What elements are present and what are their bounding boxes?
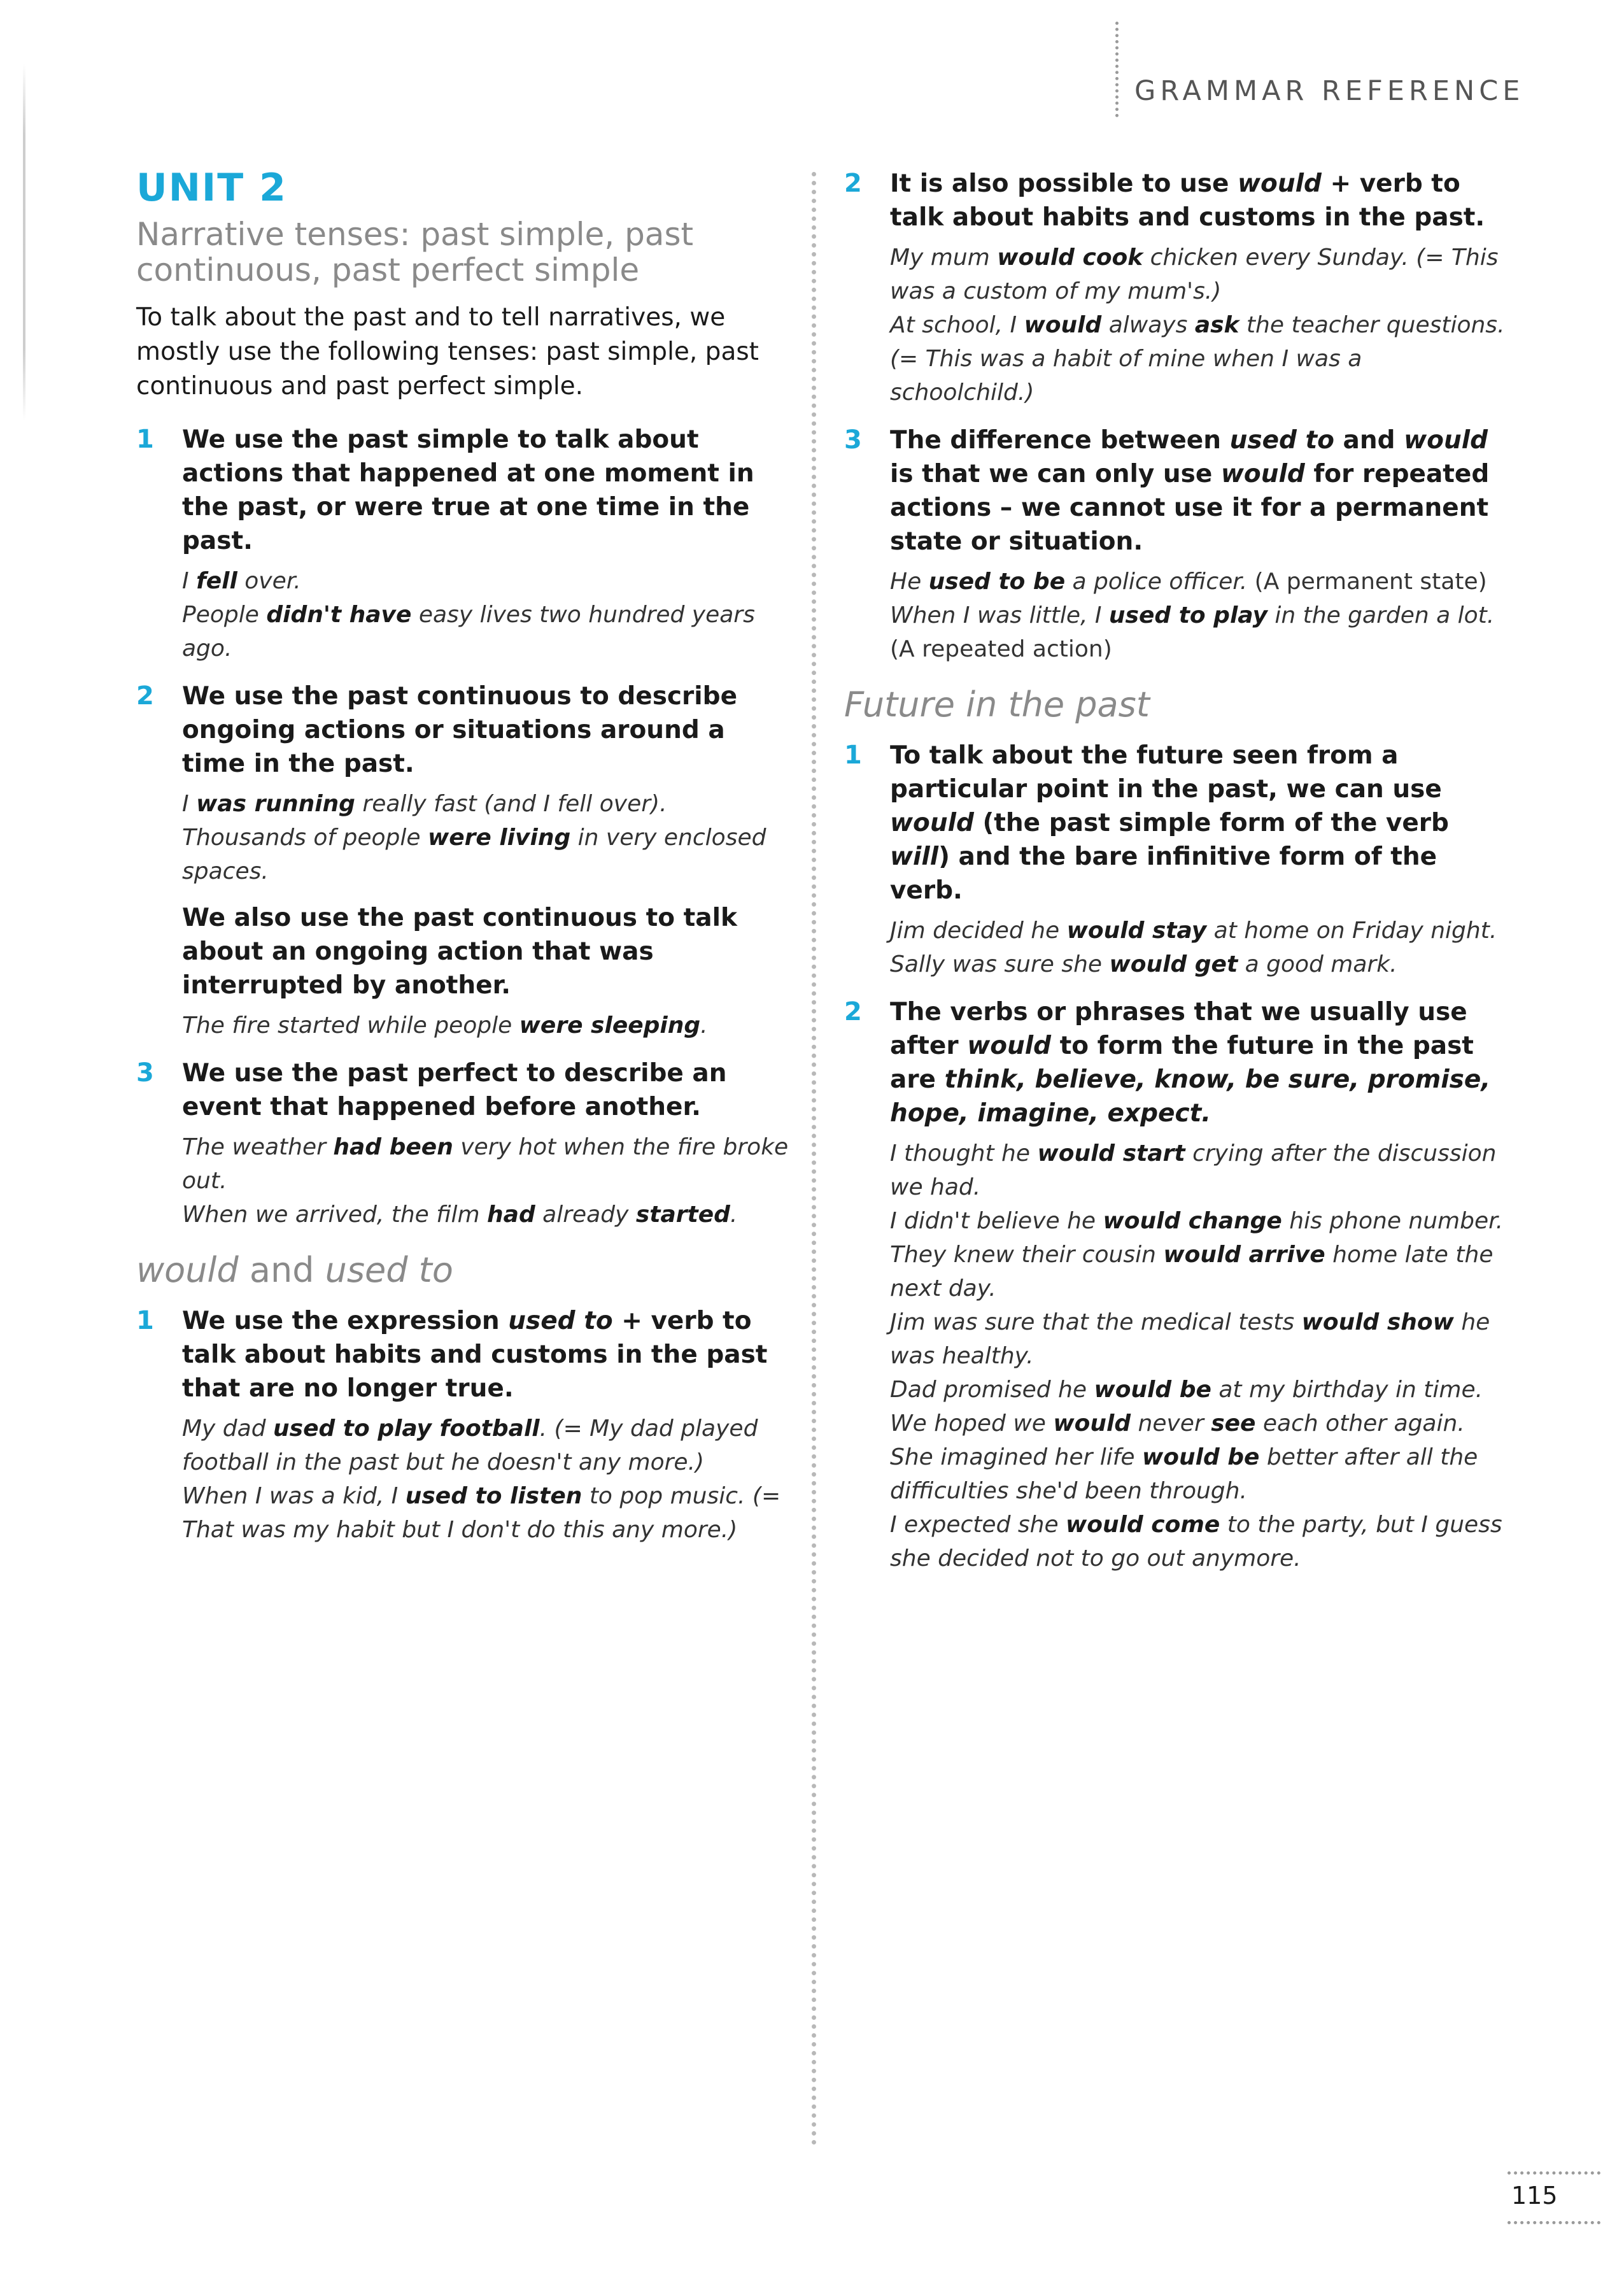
example-sentence xyxy=(182,598,792,665)
text-run: (A repeated action) xyxy=(890,636,1112,662)
text-run: I xyxy=(182,791,197,817)
bold-text: would stay xyxy=(1066,918,1207,944)
future-section-title xyxy=(844,685,1506,725)
bold-text: were sleeping xyxy=(519,1012,701,1039)
example-sentence xyxy=(182,1412,792,1479)
example-sentence xyxy=(890,599,1506,666)
text-run: crying after the discussion we had. xyxy=(890,1140,1497,1200)
bold-text: would arrive xyxy=(1163,1242,1325,1268)
text-run: (A permanent state) xyxy=(1254,569,1487,595)
text-run: at home on Friday night. xyxy=(1206,918,1497,944)
text-run: We hoped we xyxy=(890,1410,1054,1437)
left-column xyxy=(136,167,792,1561)
header-dotted-rule xyxy=(1115,22,1119,117)
text-run: in very enclosed spaces. xyxy=(182,825,766,884)
italic-text: used to xyxy=(325,1250,453,1290)
page-edge-shadow xyxy=(23,64,25,420)
example-sentence xyxy=(890,948,1506,981)
rule-text xyxy=(182,901,792,1002)
item-number: 1 xyxy=(136,425,154,454)
text-run: never xyxy=(1131,1410,1211,1437)
text-run: each other again. xyxy=(1255,1410,1465,1437)
example-sentence xyxy=(182,787,792,821)
text-run: When I was a kid, I xyxy=(182,1483,406,1509)
bold-text: didn't have xyxy=(266,602,412,628)
text-run: My mum xyxy=(890,245,998,271)
text-run: home late the next day. xyxy=(890,1242,1493,1302)
bold-text: would come xyxy=(1066,1512,1220,1538)
example-sentence xyxy=(890,1137,1506,1204)
example-sentence xyxy=(182,1198,792,1232)
bold-text: were living xyxy=(427,825,571,851)
bold-text: was running xyxy=(196,791,355,817)
text-run: to the party, but I guess she decided not to go out anymore. xyxy=(890,1512,1502,1572)
text-run: She imagined her life xyxy=(890,1444,1142,1470)
numbered-item xyxy=(844,739,1506,981)
example-sentence xyxy=(890,1204,1506,1238)
example-sentence xyxy=(890,914,1506,948)
text-run: and xyxy=(238,1250,325,1290)
example-sentence xyxy=(890,565,1506,599)
text-run: the teacher questions. (= This was a habit of mine when I was a schoolchild.) xyxy=(890,312,1505,406)
italic-text: think, believe, know, be sure, promise, hope, imagine, expect. xyxy=(890,1065,1491,1128)
example-sentence xyxy=(890,1238,1506,1305)
text-run: a good mark. xyxy=(1238,951,1397,977)
text-run: We use the past perfect to describe an event that happened before another. xyxy=(182,1059,727,1121)
bold-text: would change xyxy=(1103,1208,1282,1234)
item-number: 3 xyxy=(136,1058,154,1088)
rule-text xyxy=(890,995,1506,1130)
text-run: The verbs or phrases that we usually use after xyxy=(890,998,1467,1060)
bold-text: would be xyxy=(1141,1444,1260,1470)
item-number: 2 xyxy=(844,169,862,198)
text-run: . xyxy=(730,1202,738,1228)
bold-text: would cook xyxy=(997,245,1143,271)
numbered-item xyxy=(136,1304,792,1547)
text-run: I xyxy=(182,568,197,594)
text-run: When we arrived, the film xyxy=(182,1202,488,1228)
narrative-list xyxy=(136,423,792,1232)
text-run: better after all the difficulties she'd been through. xyxy=(890,1444,1478,1504)
future-list xyxy=(844,739,1506,1575)
would-section-title xyxy=(136,1251,792,1290)
text-run: The weather xyxy=(182,1134,334,1160)
italic-text: would xyxy=(1220,460,1305,488)
page-number-rule-top xyxy=(1507,2171,1600,2175)
example-sentence xyxy=(182,1009,792,1042)
text-run: Sally was sure she xyxy=(890,951,1110,977)
text-run: Thousands of people xyxy=(182,825,428,851)
example-sentence xyxy=(182,1479,792,1547)
rule-text xyxy=(182,423,792,558)
text-run: a police officer. xyxy=(1065,569,1255,595)
page-number: 115 xyxy=(1511,2182,1558,2210)
text-run: I didn't believe he xyxy=(890,1208,1103,1234)
italic-text: would xyxy=(967,1032,1052,1060)
italic-text: would xyxy=(136,1250,239,1290)
bold-text: had xyxy=(487,1202,535,1228)
text-run: he was healthy. xyxy=(890,1309,1490,1369)
text-run: in the garden a lot. xyxy=(1267,602,1495,628)
text-run: We use the past continuous to describe ongoing actions or situations around a time in the past. xyxy=(182,682,738,778)
text-run: They knew their cousin xyxy=(890,1242,1164,1268)
bold-text: would xyxy=(1024,312,1102,338)
text-run: + verb to talk about habits and customs in the past that are no longer true. xyxy=(182,1307,768,1403)
text-run: My dad xyxy=(182,1416,274,1442)
text-run: At school, I xyxy=(890,312,1024,338)
text-run: to pop music. (= That was my habit but I don't do this any more.) xyxy=(182,1483,781,1543)
text-run: Jim was sure that the medical tests xyxy=(890,1309,1302,1335)
italic-text: would xyxy=(1404,426,1488,455)
text-run: When I was little, I xyxy=(890,602,1109,628)
italic-text: used to xyxy=(1229,426,1334,455)
bold-text: would start xyxy=(1037,1140,1185,1167)
example-sentence xyxy=(182,821,792,888)
numbered-item xyxy=(136,423,792,665)
text-run: The fire started while people xyxy=(182,1012,519,1039)
example-sentence xyxy=(182,564,792,598)
text-run: to form the future in the past are xyxy=(890,1032,1474,1094)
text-run: at my birthday in time. xyxy=(1211,1377,1483,1403)
bold-text: had been xyxy=(333,1134,453,1160)
rule-text xyxy=(890,423,1506,558)
text-run: Jim decided he xyxy=(890,918,1067,944)
text-run: I thought he xyxy=(890,1140,1038,1167)
numbered-item xyxy=(844,423,1506,666)
example-sentence xyxy=(890,1440,1506,1508)
text-run: Dad promised he xyxy=(890,1377,1094,1403)
bold-text: used to be xyxy=(928,569,1066,595)
page-number-rule-bottom xyxy=(1507,2221,1600,2224)
text-run: and xyxy=(1334,426,1404,455)
unit-intro: To talk about the past and to tell narratives, we mostly use the following tenses: past simple, past continuous and past perfect simple. xyxy=(136,303,759,401)
text-run: We also use the past continuous to talk about an ongoing action that was interrupted by another. xyxy=(182,904,737,1000)
italic-text: used to xyxy=(508,1307,613,1335)
rule-text xyxy=(182,1304,792,1405)
unit-title: UNIT 2 xyxy=(136,166,287,210)
numbered-item xyxy=(136,1056,792,1232)
example-sentence xyxy=(890,241,1506,308)
numbered-item xyxy=(136,679,792,1042)
text-run: is that we can only use xyxy=(890,460,1221,488)
text-run: To talk about the future seen from a particular point in the past, we can use xyxy=(890,741,1442,804)
text-run: his phone number. xyxy=(1282,1208,1504,1234)
item-number: 3 xyxy=(844,425,862,455)
text-run: . (= My dad played football in the past but he doesn't any more.) xyxy=(182,1416,758,1475)
text-run: already xyxy=(535,1202,636,1228)
bold-text: fell xyxy=(196,568,237,594)
text-run: He xyxy=(890,569,929,595)
numbered-item xyxy=(844,995,1506,1575)
text-run: I expected she xyxy=(890,1512,1066,1538)
text-run: + verb to talk about habits and customs in the past. xyxy=(890,169,1485,232)
numbered-item xyxy=(844,167,1506,409)
example-sentence xyxy=(890,1407,1506,1440)
bold-text: see xyxy=(1211,1410,1256,1437)
item-number: 1 xyxy=(136,1306,154,1335)
text-run: always xyxy=(1101,312,1195,338)
would-list-right xyxy=(844,167,1506,666)
text-run: We use the past simple to talk about actions that happened at one moment in the past, or were true at one time in the past. xyxy=(182,425,754,555)
rule-text xyxy=(890,167,1506,234)
bold-text: would be xyxy=(1094,1377,1211,1403)
text-run: over. xyxy=(237,568,301,594)
example-sentence xyxy=(890,1508,1506,1575)
item-number: 2 xyxy=(844,997,862,1026)
bold-text: ask xyxy=(1194,312,1239,338)
text-run: really fast (and I fell over). xyxy=(355,791,667,817)
italic-text: Future in the past xyxy=(844,685,1150,725)
bold-text: would show xyxy=(1301,1309,1454,1335)
would-list-left xyxy=(136,1304,792,1547)
italic-text: will xyxy=(890,842,939,871)
item-number: 2 xyxy=(136,681,154,711)
bold-text: would get xyxy=(1109,951,1238,977)
text-run: We use the expression xyxy=(182,1307,509,1335)
example-sentence xyxy=(890,308,1506,409)
bold-text: used to listen xyxy=(405,1483,583,1509)
text-run: very hot when the fire broke out. xyxy=(182,1134,789,1194)
text-run: The difference between xyxy=(890,426,1230,455)
column-divider xyxy=(812,172,816,2146)
text-run: . xyxy=(700,1012,708,1039)
text-run: easy lives two hundred years ago. xyxy=(182,602,755,662)
text-run: It is also possible to use xyxy=(890,169,1238,198)
text-run: chicken every Sunday. (= This was a custom of my mum's.) xyxy=(890,245,1499,304)
example-sentence xyxy=(890,1305,1506,1373)
text-run: for repeated actions – we cannot use it for a permanent state or situation. xyxy=(890,460,1490,556)
rule-text xyxy=(182,679,792,781)
bold-text: would xyxy=(1053,1410,1131,1437)
rule-text xyxy=(890,739,1506,907)
unit-subtitle: Narrative tenses: past simple, past continuous, past perfect simple xyxy=(136,216,694,288)
bold-text: started xyxy=(635,1202,730,1228)
text-run: (the past simple form of the verb xyxy=(973,809,1449,837)
rule-text xyxy=(182,1056,792,1124)
right-column xyxy=(844,167,1506,1589)
example-sentence xyxy=(890,1373,1506,1407)
italic-text: would xyxy=(1238,169,1322,198)
text-run: ) and the bare infinitive form of the verb. xyxy=(890,842,1437,905)
running-header: GRAMMAR REFERENCE xyxy=(1134,75,1525,107)
text-run: People xyxy=(182,602,267,628)
item-number: 1 xyxy=(844,741,862,770)
bold-text: used to play xyxy=(1108,602,1267,628)
bold-text: used to play football xyxy=(273,1416,540,1442)
example-sentence xyxy=(182,1130,792,1198)
italic-text: would xyxy=(890,809,974,837)
